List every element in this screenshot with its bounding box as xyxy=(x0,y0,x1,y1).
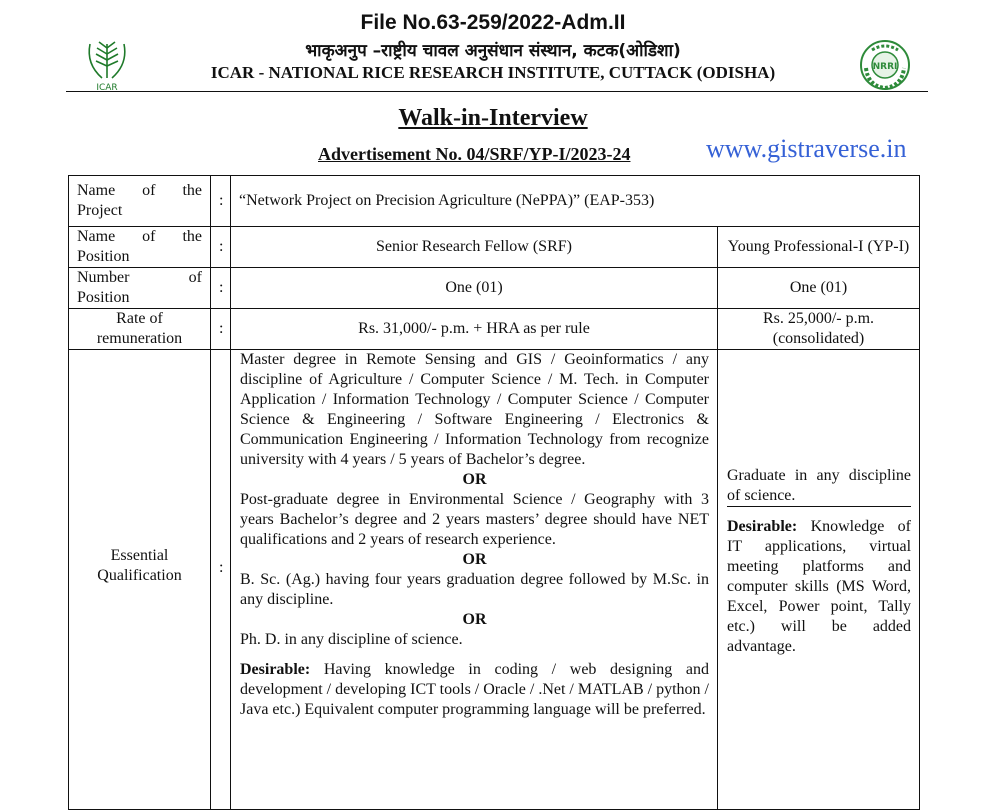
colon: : xyxy=(211,176,231,227)
number-yp: One (01) xyxy=(718,268,920,309)
header-divider xyxy=(66,91,928,92)
or-separator: OR xyxy=(462,611,487,628)
position-srf: Senior Research Fellow (SRF) xyxy=(231,227,718,268)
qualification-srf xyxy=(231,350,718,810)
table-row-number xyxy=(69,268,920,309)
desirable-srf-text: Having knowledge in coding / web designing and development / developing ICT tools / Oracle / .Net / MATLAB / python / Java etc.) Equivalent computer programming language will be preferred. xyxy=(240,661,710,718)
or-separator: OR xyxy=(462,471,487,488)
table-row-remuneration xyxy=(69,309,920,350)
svg-text:NRRI: NRRI xyxy=(872,62,898,72)
colon: : xyxy=(211,268,231,309)
desirable-yp xyxy=(727,517,911,657)
position-label: Name of the Position xyxy=(69,227,211,268)
rate-yp: Rs. 25,000/- p.m. (consolidated) xyxy=(718,309,920,350)
or-separator: OR xyxy=(462,551,487,568)
institute-name-hindi: भाकृअनुप –राष्ट्रीय चावल अनुसंधान संस्थान, कटक(ओडिशा) xyxy=(305,41,681,61)
desirable-yp-label: Desirable: xyxy=(727,518,798,535)
qualification-srf-option-2: Post-graduate degree in Environmental Science / Geography with 3 years Bachelor’s degree and 2 years masters’ degree should have NET qualifications and 2 years of research experience. xyxy=(240,491,709,548)
rate-label: Rate of remuneration xyxy=(69,309,211,350)
qualification-srf-option-3: B. Sc. (Ag.) having four years graduation degree followed by M.Sc. in any discipline. xyxy=(240,571,709,608)
colon: : xyxy=(211,309,231,350)
svg-text:ICAR: ICAR xyxy=(96,83,118,93)
qualification-yp xyxy=(718,350,920,810)
number-srf: One (01) xyxy=(231,268,718,309)
rate-srf: Rs. 31,000/- p.m. + HRA as per rule xyxy=(231,309,718,350)
institute-name-english: ICAR - NATIONAL RICE RESEARCH INSTITUTE, CUTTACK (ODISHA) xyxy=(210,63,776,82)
colon: : xyxy=(211,227,231,268)
project-label: Name of the Project xyxy=(69,176,211,227)
nrri-logo xyxy=(858,38,912,92)
qualification-yp-text: Graduate in any discipline of science. xyxy=(727,466,911,507)
table-row-position xyxy=(69,227,920,268)
watermark-url: www.gistraverse.in xyxy=(706,134,907,163)
table-row-project xyxy=(69,176,920,227)
details-table xyxy=(68,175,920,810)
project-value: “Network Project on Precision Agriculture (NePPA)” (EAP-353) xyxy=(231,176,920,227)
table-row-qualification xyxy=(69,350,920,810)
qualification-srf-option-4: Ph. D. in any discipline of science. xyxy=(240,631,463,648)
desirable-srf xyxy=(240,660,709,720)
desirable-srf-label: Desirable: xyxy=(240,661,311,678)
page-title: Walk-in-Interview xyxy=(398,105,588,131)
desirable-yp-text: Knowledge of IT applications, virtual meeting platforms and computer skills (MS Word, Excel, Power point, Tally etc.) will be added advantage. xyxy=(727,518,912,655)
qualification-label: Essential Qualification xyxy=(69,350,211,810)
number-label: Number of Position xyxy=(69,268,211,309)
colon: : xyxy=(211,350,231,810)
qualification-srf-option-1: Master degree in Remote Sensing and GIS / Geoinformatics / any discipline of Agriculture / Computer Science / M. Tech. in Computer Application / Information Technology / Computer Science / Computer Science & Engineering / Software Engineering / Electronics & Communication Engineering / Information Technology from recognize university with 4 years / 5 years of Bachelor’s degree. xyxy=(240,351,709,468)
position-yp: Young Professional-I (YP-I) xyxy=(718,227,920,268)
file-number: File No.63-259/2022-Adm.II xyxy=(360,11,626,34)
advertisement-number: Advertisement No. 04/SRF/YP-I/2023-24 xyxy=(318,144,631,164)
